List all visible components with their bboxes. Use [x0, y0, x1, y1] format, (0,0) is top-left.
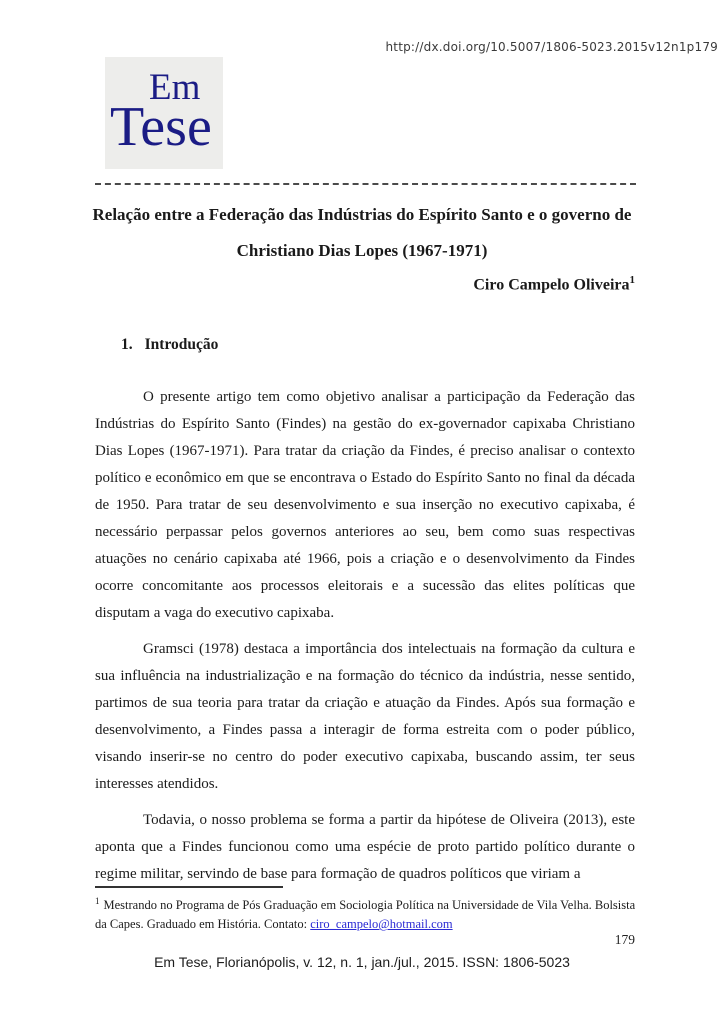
footnote-email-link[interactable]: ciro_campelo@hotmail.com [310, 917, 453, 932]
section-title: Introdução [144, 336, 219, 353]
article-title: Relação entre a Federação das Indústrias do Espírito Santo e o governo de Christiano Dias Lopes (1967-1971) [92, 205, 632, 260]
em-tese-logo [105, 57, 223, 169]
logo-word-tese: Tese [110, 96, 212, 158]
author-line [95, 274, 635, 294]
footnote-divider [95, 886, 283, 888]
footnote-marker: 1 [95, 896, 100, 906]
header-dashed-divider [95, 183, 636, 185]
footnote-text: Mestrando no Programa de Pós Graduação em Sociologia Política na Universidade de Vila Velha. Bolsista da Capes. Graduado em História. Contato: [95, 898, 636, 932]
paragraph-3: Todavia, o nosso problema se forma a partir da hipótese de Oliveira (2013), este aponta que a Findes funcionou como uma espécie de proto partido político durante o regime militar, servindo de base para formação de quadros políticos que viriam a [95, 812, 635, 882]
author-footnote-ref: 1 [629, 274, 635, 286]
journal-footer-line: Em Tese, Florianópolis, v. 12, n. 1, jan./jul., 2015. ISSN: 1806-5023 [154, 954, 570, 970]
section-heading-introducao [121, 336, 218, 354]
doi-link: http://dx.doi.org/10.5007/1806-5023.2015v12n1p179 [385, 40, 718, 54]
page-number: 179 [614, 932, 635, 947]
article-body [95, 384, 635, 897]
footnote [95, 892, 638, 934]
author-name: Ciro Campelo Oliveira [473, 276, 630, 294]
paragraph-1: O presente artigo tem como objetivo analisar a participação da Federação das Indústrias do Espírito Santo (Findes) na gestão do ex-governador capixaba Christiano Dias Lopes (1967-1971). Para tratar da criação da Findes, é preciso analisar o contexto político e econômico em que se encontrava o Estado do Espírito Santo no final da década de 1950. Para tratar de seu desenvolvimento e sua inserção no executivo capixaba, é necessário perpassar pelos governos anteriores ao seu, bem como suas respectivas atuações no cenário capixaba até 1966, pois a criação e o desenvolvimento da Findes ocorre concomitante aos processos eleitorais e a sucessão das elites políticas que disputam a vaga do executivo capixaba. [95, 389, 635, 621]
logo-word-em: Em [149, 67, 201, 108]
section-number: 1. [121, 336, 133, 353]
paragraph-2: Gramsci (1978) destaca a importância dos intelectuais na formação da cultura e sua influência na industrialização e na formação do técnico da indústria, nesse sentido, partimos de sua teoria para tratar da criação e atuação da Findes. Após sua formação e desenvolvimento, a Findes passa a interagir de forma estreita com o poder público, visando inserir-se no centro do poder executivo capixaba, buscando assim, ter seus interesses atendidos. [95, 641, 635, 792]
